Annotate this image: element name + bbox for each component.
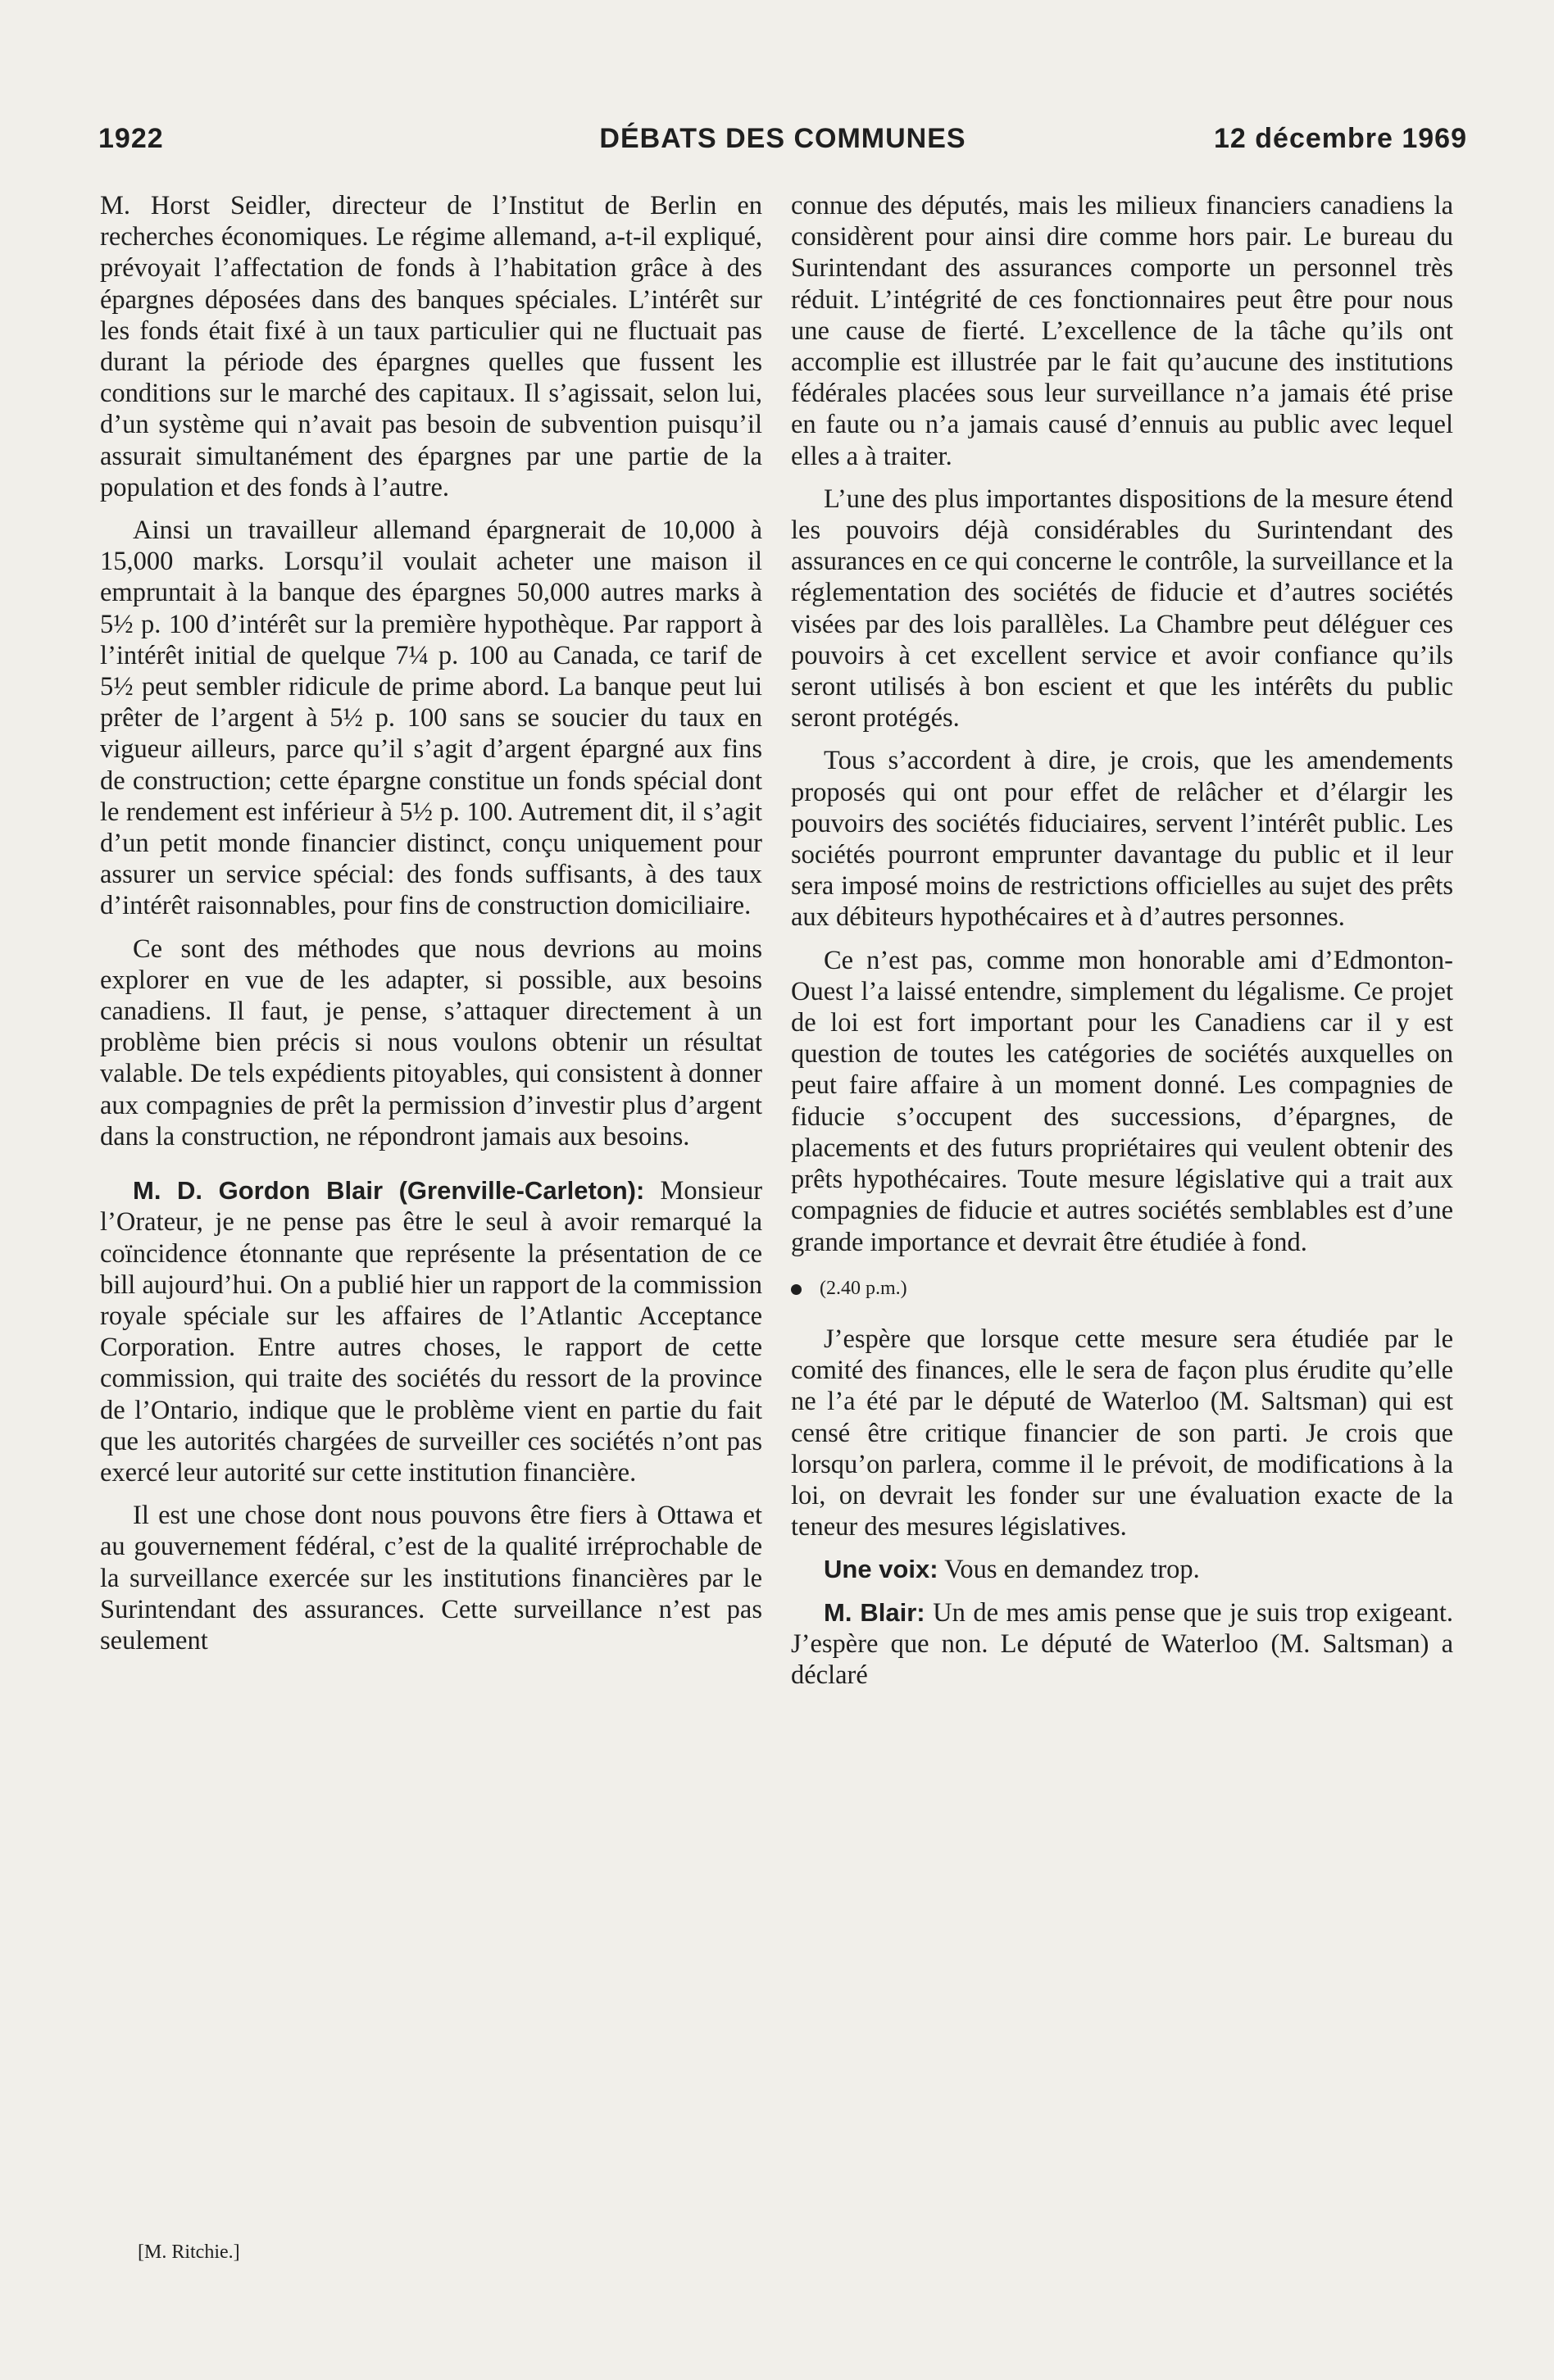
paragraph: J’espère que lorsque cette mesure sera étudiée par le comité des finances, elle le sera de façon plus érudite qu’elle ne l’a été par le député de Waterloo (M. Saltsman) qui est censé être critique financier de son parti. Je crois que lorsqu’on parlera, comme il le prévoit, de modifications à la loi, on devrait les fonder sur une évaluation exacte de la teneur des mesures législatives. [791, 1324, 1453, 1542]
page-number: 1922 [98, 123, 164, 154]
right-column [791, 190, 1453, 1702]
speech-paragraph [100, 1175, 762, 1488]
time-stamp: (2.40 p.m.) [820, 1277, 907, 1299]
paragraph: Ce n’est pas, comme mon honorable ami d’Edmonton-Ouest l’a laissé entendre, simplement du légalisme. Ce projet de loi est fort important pour les Canadiens car il y est question de toutes les catégories de sociétés auxquelles on peut faire affaire à un moment donné. Les compagnies de fiducie s’occupent des successions, d’épargnes, de placements et des futurs propriétaires qui veulent obtenir des prêts hypothécaires. Toute mesure législative qui a trait aux compagnies de fiducie et autres sociétés semblables est d’une grande importance et devrait être étudiée à fond. [791, 945, 1453, 1257]
speech-text: Un de mes amis pense que je suis trop exigeant. J’espère que non. Le député de Waterloo (M. Saltsman) a déclaré [791, 1597, 1454, 1690]
page-date: 12 décembre 1969 [1214, 123, 1467, 154]
speech-text: Monsieur l’Orateur, je ne pense pas être le seul à avoir remarqué la coïncidence étonnante que représente la présentation de ce bill aujourd’hui. On a publié hier un rapport de la commission royale spéciale sur les affaires de l’Atlantic Acceptance Corporation. Entre autres choses, le rapport de cette commission, qui traite des sociétés du ressort de la province de l’Ontario, indique que le problème vient en partie du fait que les autorités chargées de surveiller ces sociétés n’ont pas exercé leur autorité sur cette institution financière. [100, 1176, 763, 1488]
paragraph: Ainsi un travailleur allemand épargnerait de 10,000 à 15,000 marks. Lorsqu’il voulait acheter une maison il empruntait à la banque des épargnes 50,000 autres marks à 5½ p. 100 d’intérêt sur la première hypothèque. Par rapport à l’intérêt initial de quelque 7¼ p. 100 au Canada, ce tarif de 5½ peut sembler ridicule de prime abord. La banque peut lui prêter de l’argent à 5½ p. 100 sans se soucier du taux en vigueur ailleurs, parce qu’il s’agit d’argent épargné aux fins de construction; cette épargne constitue un fonds spécial dont le rendement est inférieur à 5½ p. 100. Autrement dit, il s’agit d’un petit monde financier distinct, conçu uniquement pour assurer un service spécial: des fonds suffisants, à des taux d’intérêt raisonnables, pour fins de construction domiciliaire. [100, 516, 762, 921]
speech-paragraph [791, 1554, 1453, 1585]
paragraph: M. Horst Seidler, directeur de l’Institut de Berlin en recherches économiques. Le régime allemand, a-t-il expliqué, prévoyait l’affectation de fonds à l’habitation grâce à des épargnes déposées dans des banques spéciales. L’intérêt sur les fonds était fixé à un taux particulier qui ne fluctuait pas durant la période des épargnes quelles que fussent les conditions sur le marché des capitaux. Il s’agissait, selon lui, d’un système qui n’avait pas besoin de subvention puisqu’il assurait simultanément des épargnes par une partie de la population et des fonds à l’autre. [100, 191, 762, 502]
paragraph: Ce sont des méthodes que nous devrions au moins explorer en vue de les adapter, si possible, aux besoins canadiens. Il faut, je pense, s’attaquer directement à un problème bien précis si nous voulons obtenir un résultat valable. De tels expédients pitoyables, qui consistent à donner aux compagnies de prêt la permission d’investir plus d’argent dans la construction, ne répondront jamais aux besoins. [100, 933, 762, 1151]
paragraph: Il est une chose dont nous pouvons être fiers à Ottawa et au gouvernement fédéral, c’est de la qualité irréprochable de la surveillance exercée sur les institutions financières par le Surintendant des assurances. Cette surveillance n’est pas seulement [100, 1501, 762, 1656]
speech-paragraph [791, 1597, 1453, 1692]
paragraph: connue des députés, mais les milieux financiers canadiens la considèrent pour ainsi dire comme hors pair. Le bureau du Surintendant des assurances comporte un personnel très réduit. L’intégrité de ces fonctionnaires peut être pour nous une cause de fierté. L’excellence de la tâche qu’ils ont accomplie est illustrée par le fait qu’aucune des institutions fédérales placées sous leur surveillance n’a jamais été prise en faute ou n’a jamais causé d’ennuis au public avec lequel elles a à traiter. [791, 191, 1453, 471]
time-marker [791, 1273, 1453, 1304]
speaker-name: M. D. Gordon Blair (Grenville-Carleton): [133, 1176, 645, 1206]
paragraph: Tous s’accordent à dire, je crois, que les amendements proposés qui ont pour effet de relâcher et d’élargir les pouvoirs des sociétés fiduciaires, servent l’intérêt public. Les sociétés pourront emprunter davantage du public et il leur sera imposé moins de restrictions officielles au sujet des prêts aux débiteurs hypothécaires et à d’autres personnes. [791, 746, 1453, 933]
bullet-icon [791, 1284, 802, 1295]
speech-text: Vous en demandez trop. [944, 1555, 1200, 1585]
speaker-name: Une voix: [824, 1555, 938, 1584]
page-header [98, 123, 1467, 169]
speaker-reference-footnote: [M. Ritchie.] [138, 2241, 240, 2263]
publication-title: DÉBATS DES COMMUNES [599, 123, 966, 154]
paragraph: L’une des plus importantes dispositions de la mesure étend les pouvoirs déjà considérables du Surintendant des assurances en ce qui concerne le contrôle, la surveillance et la réglementation des sociétés de fiducie et d’autres sociétés visées par des lois parallèles. La Chambre peut déléguer ces pouvoirs à cet excellent service et avoir confiance qu’ils seront utilisés à bon escient et que les intérêts du public seront protégés. [791, 484, 1453, 734]
left-column [100, 190, 762, 1668]
speaker-name: M. Blair: [824, 1597, 925, 1627]
